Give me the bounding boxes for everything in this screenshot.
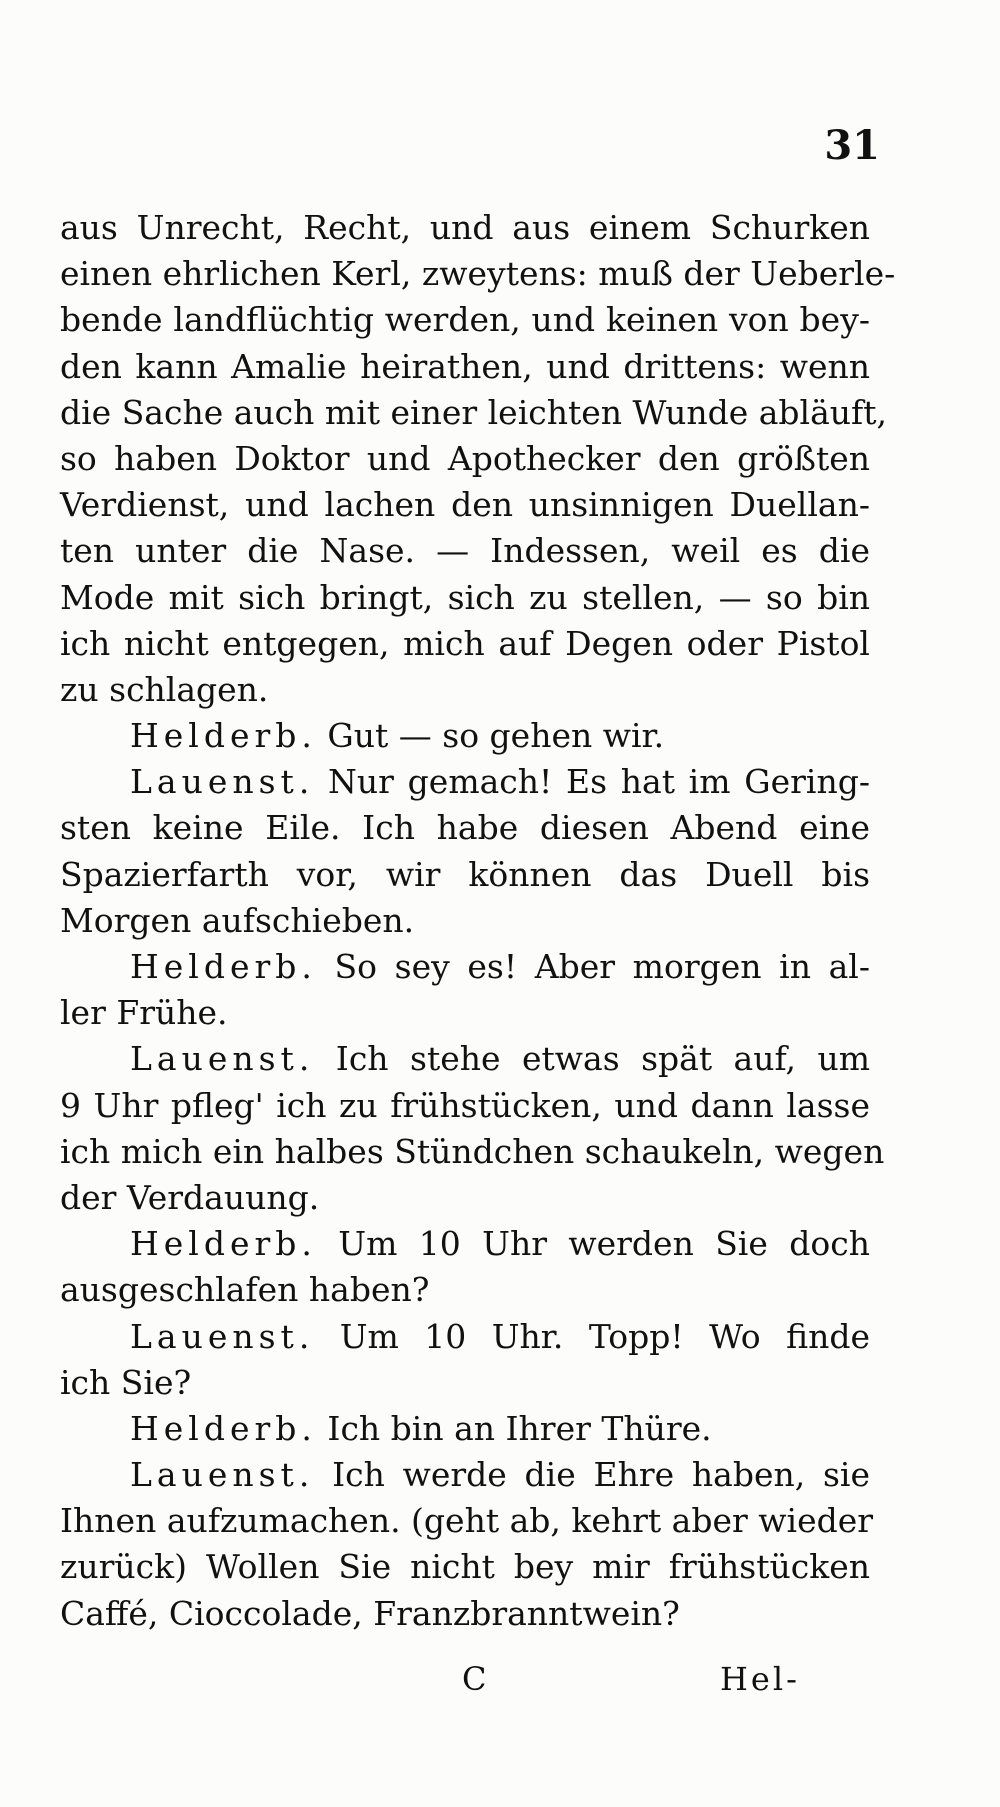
page-number: 31 [824, 122, 880, 169]
speech-line: Ihnen aufzumachen. (geht ab, kehrt aber wieder [60, 1501, 874, 1541]
speech-text: Um 10 Uhr. Topp! Wo finde [339, 1316, 870, 1356]
speaker-name: Helderb. [130, 947, 317, 986]
speech-text: Gut — so gehen wir. [327, 716, 665, 756]
speech-text: Um 10 Uhr werden Sie doch [338, 1224, 870, 1264]
dialogue-line [60, 759, 870, 805]
text-line: ich nicht entgegen, mich auf Degen oder Pistol [60, 623, 870, 663]
speaker-name: Helderb. [130, 1408, 317, 1448]
dialogue-line [60, 1221, 870, 1267]
text-line: Mode mit sich bringt, sich zu stellen, — so bin [60, 577, 870, 617]
speech-line: Spazierfarth vor, wir können das Duell bis [60, 854, 870, 894]
signature-mark: C [462, 1660, 487, 1698]
speaker-name: Lauenst. [130, 1455, 315, 1495]
speech-line: Morgen aufschieben. [60, 900, 415, 940]
speech-line: der Verdauung. [60, 1177, 320, 1217]
text-line: aus Unrecht, Recht, und aus einem Schurken [60, 208, 870, 247]
speech-line: ich mich ein halbes Stündchen schaukeln, wegen [60, 1131, 885, 1171]
body-text [60, 205, 896, 1637]
text-line: bende landflüchtig werden, und keinen von bey- [60, 300, 870, 340]
speech-line: ich Sie? [60, 1362, 192, 1402]
catchword: Hel- [720, 1660, 800, 1698]
text-line: den kann Amalie heirathen, und drittens: wenn [60, 346, 870, 386]
dialogue-line [60, 713, 870, 759]
speaker-name: Helderb. [130, 1224, 317, 1264]
speech-line: Caffé, Cioccolade, Franzbranntwein? [60, 1593, 680, 1633]
text-line: so haben Doktor und Apothecker den größten [60, 438, 870, 478]
speech-text: Ich bin an Ihrer Thüre. [327, 1408, 712, 1448]
speech-text: Nur gemach! Es hat im Gering- [328, 762, 870, 802]
speech-line: ler Frühe. [60, 993, 228, 1033]
speech-text: Ich werde die Ehre haben, sie [332, 1455, 871, 1495]
speaker-name: Lauenst. [130, 762, 315, 802]
speaker-name: Helderb. [130, 716, 317, 756]
dialogue-line [60, 1314, 870, 1360]
dialogue-line [60, 1406, 870, 1452]
dialogue-line [60, 944, 870, 990]
text-line: zu schlagen. [60, 669, 269, 709]
text-line: die Sache auch mit einer leichten Wunde abläuft, [60, 392, 887, 432]
speech-text: So sey es! Aber morgen in al- [334, 947, 870, 986]
speech-line: ausgeschlafen haben? [60, 1270, 430, 1310]
speech-text: Ich stehe etwas spät auf, um [335, 1039, 870, 1079]
speech-line: zurück) Wollen Sie nicht bey mir frühstücken [60, 1547, 870, 1587]
speaker-name: Lauenst. [130, 1039, 315, 1079]
page-footer [0, 1660, 1000, 1710]
dialogue-line [60, 1452, 870, 1498]
speech-line: sten keine Eile. Ich habe diesen Abend eine [60, 808, 870, 848]
speech-line: 9 Uhr pfleg' ich zu frühstücken, und dann lasse [60, 1085, 870, 1125]
text-line: ten unter die Nase. — Indessen, weil es die [60, 531, 870, 571]
text-line: Verdienst, und lachen den unsinnigen Duellan- [60, 485, 870, 525]
dialogue-line [60, 1036, 870, 1082]
text-line: einen ehrlichen Kerl, zweytens: muß der Ueberle- [60, 254, 896, 294]
speaker-name: Lauenst. [130, 1316, 315, 1356]
